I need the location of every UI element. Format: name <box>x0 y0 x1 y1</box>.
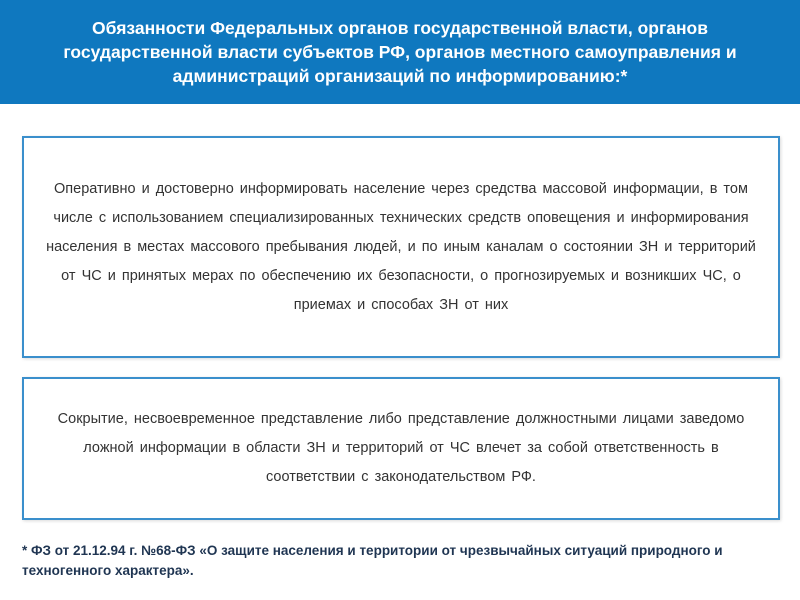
duty-block <box>22 136 780 358</box>
law-footnote: * ФЗ от 21.12.94 г. №68-ФЗ «О защите населения и территории от чрезвычайных ситуаций природного и техногенного характера». <box>22 543 723 578</box>
page-title: Обязанности Федеральных органов государственной власти, органов государственной власти субъектов РФ, органов местного самоуправления и администраций организаций по информированию:* <box>63 18 737 86</box>
duty-text: Оперативно и достоверно информировать население через средства массовой информации, в том числе с использованием специализированных технических средств оповещения и информирования населения в местах массового пребывания людей, и по иным каналам о состоянии ЗН и территорий от ЧС и принятых мерах по обеспечению их безопасности, о прогнозируемых и возникших ЧС, о приемах и способах ЗН от них <box>46 180 756 313</box>
responsibility-block <box>22 377 780 520</box>
title-banner <box>0 0 800 104</box>
responsibility-text: Сокрытие, несвоевременное представление либо представление должностными лицами заведомо ложной информации в области ЗН и территорий от ЧС влечет за собой ответственность в соответствии с законодательством РФ. <box>57 411 745 485</box>
